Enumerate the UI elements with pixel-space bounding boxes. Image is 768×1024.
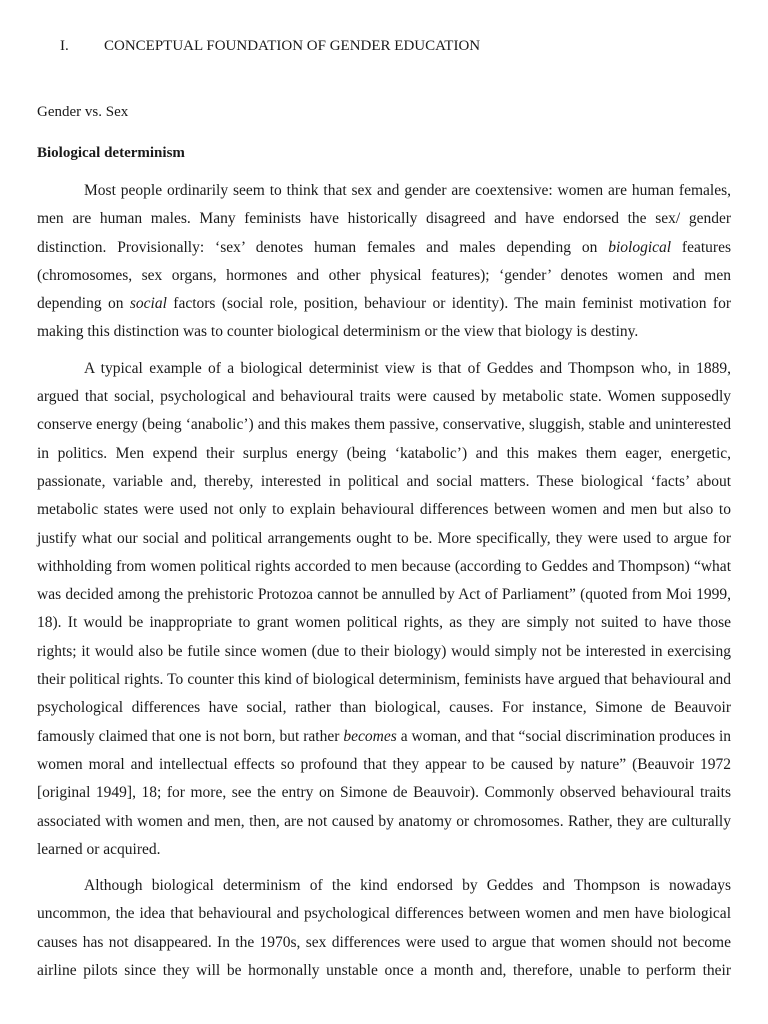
subheading: Gender vs. Sex — [37, 104, 129, 120]
section-title: CONCEPTUAL FOUNDATION OF GENDER EDUCATION — [104, 38, 481, 54]
paragraph-1-part-b: features (chromosomes, sex organs, hormones and other physical features); ‘gender’ denotes women and men depending on — [37, 238, 731, 313]
paragraph-2-emphasis-becomes: becomes — [343, 727, 397, 745]
paragraph-1-emphasis-social: social — [129, 295, 167, 313]
body-text — [37, 177, 731, 993]
section-heading — [60, 36, 480, 56]
paragraph-1 — [37, 177, 731, 347]
section-number: I. — [60, 38, 69, 54]
paragraph-3-part-a: Although biological determinism of the kind endorsed by Geddes and Thompson is nowadays uncommon, the idea that behavioural and psychological differences between women and men have biological causes has not disappeared. In the 1970s, sex differences were used to argue that women should not become airline pilots since they will be hormonally unstable once a month and, therefore, unable to perform their — [37, 877, 731, 980]
topic-heading: Biological determinism — [37, 145, 185, 161]
paragraph-2 — [37, 355, 731, 864]
paragraph-3 — [37, 872, 731, 985]
paragraph-2-part-b: a woman, and that “social discrimination produces in women moral and intellectual effects so profound that they appear to be caused by nature” (Beauvoir 1972 [original 1949], 18; for more, see the entry on Simone de Beauvoir). Commonly observed behavioural traits associated with women and men, then, are not caused by anatomy or chromosomes. Rather, they are culturally learned or acquired. — [37, 727, 732, 858]
paragraph-1-part-a: Most people ordinarily seem to think that sex and gender are coextensive: women are human females, men are human males. Many feminists have historically disagreed and have endorsed the sex/ gender distinction. Provisionally: ‘sex’ denotes human females and males depending on — [37, 182, 731, 256]
paragraph-2-part-a: A typical example of a biological determinist view is that of Geddes and Thompson who, in 1889, argued that social, psychological and behavioural traits were caused by metabolic state. Women supposedly conserve energy (being ‘anabolic’) and this makes them passive, conservative, sluggish, stable and uninterested in politics. Men expend their surplus energy (being ‘katabolic’) and this makes them eager, energetic, passionate, variable and, thereby, interested in political and social matters. These biological ‘facts’ about metabolic states were used not only to explain behavioural differences between women and men but also to justify what our social and political arrangements ought to be. More specifically, they were used to argue for withholding from women political rights accorded to men because (according to Geddes and Thompson) “what was decided among the prehistoric Protozoa cannot be annulled by Act of Parliament” (quoted from Moi 1999, 18). It would be inappropriate to grant women political rights, as they are simply not suited to have those rights; it would also be futile since women (due to their biology) would simply not be interested in exercising their political rights. To counter this kind of biological determinism, feminists have argued that behavioural and psychological differences have social, rather than biological, causes. For instance, Simone de Beauvoir famously claimed that one is not born, but rather — [37, 359, 731, 745]
paragraph-1-emphasis-biological: biological — [608, 238, 672, 256]
paragraph-1-part-c: factors (social role, position, behaviour or identity). The main feminist motivation for making this distinction was to counter biological determinism or the view that biology is destiny. — [37, 295, 731, 341]
